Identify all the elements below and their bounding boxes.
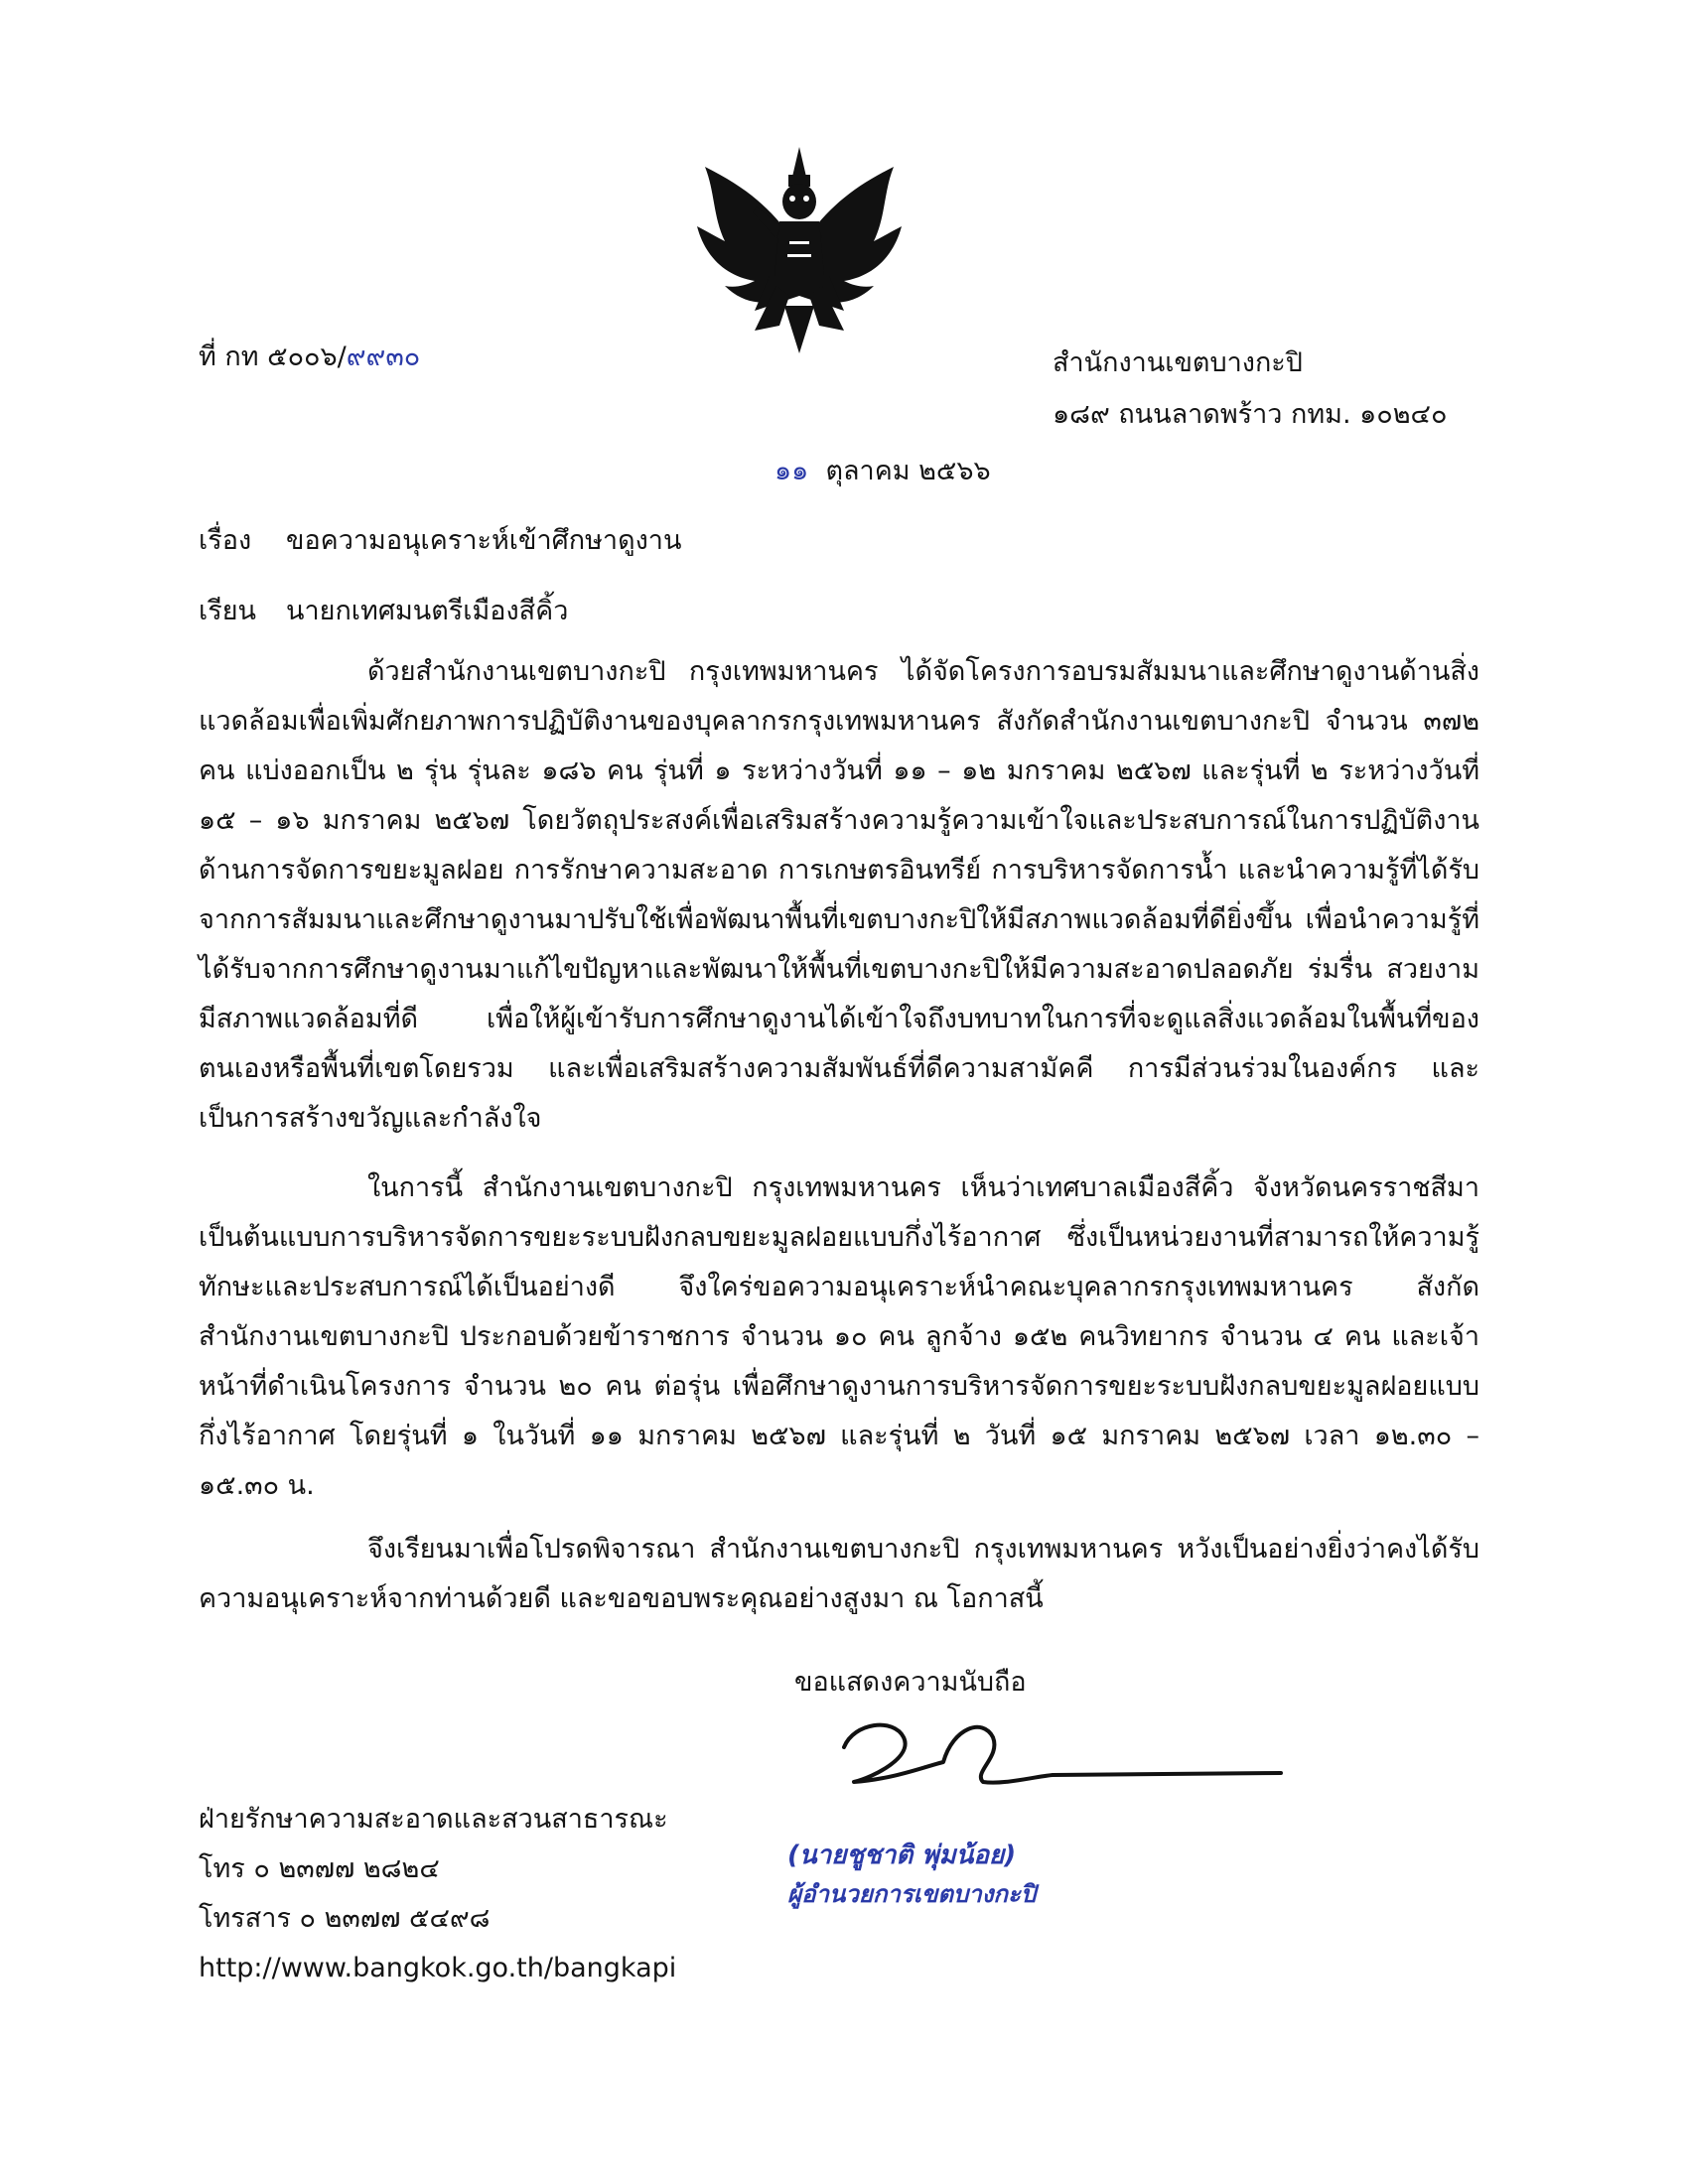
signer-title: ผู้อำนวยการเขตบางกะปิ [787,1880,1037,1908]
reference-number [199,338,420,377]
date-day-handwritten: ๑๑ [774,456,809,486]
subject-text: ขอความอนุเคราะห์เข้าศึกษาดูงาน [286,525,682,556]
date-month-year: ตุลาคม ๒๕๖๖ [825,456,991,486]
contact-website: http://www.bangkok.go.th/bangkapi [199,1953,677,1983]
recipient-label: เรียน [199,596,257,626]
signer-name: (นายชูชาติ พุ่มน้อย) [787,1841,1017,1870]
reference-handwritten-number: ๙๙๓๐ [346,341,421,372]
reference-label: ที่ [199,341,216,372]
office-address-block [1053,338,1447,441]
letter-date [774,452,991,491]
handwritten-signature [834,1707,1291,1797]
contact-fax: โทรสาร ๐ ๒๓๗๗ ๕๔๙๘ [199,1903,491,1934]
office-address: ๑๘๙ ถนนลาดพร้าว กทม. ๑๐๒๔๐ [1053,399,1448,430]
contact-block [199,1795,676,1993]
garuda-emblem-icon [685,147,914,355]
recipient-line [199,592,568,631]
contact-department: ฝ่ายรักษาความสะอาดและสวนสาธารณะ [199,1804,668,1835]
subject-label: เรื่อง [199,525,252,556]
office-name: สำนักงานเขตบางกะปิ [1053,347,1303,378]
closing-salutation: ขอแสดงความนับถือ [794,1667,1027,1698]
reference-code: กท ๕๐๐๖/ [224,341,347,372]
recipient-text: นายกเทศมนตรีเมืองสีคิ้ว [286,596,569,626]
body-paragraph-2: ในการนี้ สำนักงานเขตบางกะปิ กรุงเทพมหานคร เห็นว่าเทศบาลเมืองสีคิ้ว จังหวัดนครราชสีมา เป็นต้นแบบการบริหารจัดการขยะระบบฝังกลบขยะมูลฝอยแบบกึ่งไร้อากาศ ซึ่งเป็นหน่วยงานที่สามารถให้ความรู้ ทักษะและประสบการณ์ได้เป็นอย่างดี จึงใคร่ขอความอนุเคราะห์นำคณะบุคลากรกรุงเทพมหานคร สังกัดสำนักงานเขตบางกะปิ ประกอบด้วยข้าราชการ จำนวน ๑๐ คน ลูกจ้าง ๑๕๒ คนวิทยากร จำนวน ๔ คน และเจ้าหน้าที่ดำเนินโครงการ จำนวน ๒๐ คน ต่อรุ่น เพื่อศึกษาดูงานการบริหารจัดการขยะระบบฝังกลบขยะมูลฝอยแบบกึ่งไร้อากาศ โดยรุ่นที่ ๑ ในวันที่ ๑๑ มกราคม ๒๕๖๗ และรุ่นที่ ๒ วันที่ ๑๕ มกราคม ๒๕๖๗ เวลา ๑๒.๓๐ – ๑๕.๓๐ น. [199,1172,1479,1501]
contact-phone: โทร ๐ ๒๓๗๗ ๒๘๒๔ [199,1853,440,1884]
body-paragraph-3: จึงเรียนมาเพื่อโปรดพิจารณา สำนักงานเขตบางกะปิ กรุงเทพมหานคร หวังเป็นอย่างยิ่งว่าคงได้รับความอนุเคราะห์จากท่านด้วยดี และขอขอบพระคุณอย่างสูงมา ณ โอกาสนี้ [199,1534,1479,1614]
body-paragraph-1: ด้วยสำนักงานเขตบางกะปิ กรุงเทพมหานคร ได้จัดโครงการอบรมสัมมนาและศึกษาดูงานด้านสิ่งแวดล้อมเพื่อเพิ่มศักยภาพการปฏิบัติงานของบุคลากรกรุงเทพมหานคร สังกัดสำนักงานเขตบางกะปิ จำนวน ๓๗๒ คน แบ่งออกเป็น ๒ รุ่น รุ่นละ ๑๘๖ คน รุ่นที่ ๑ ระหว่างวันที่ ๑๑ – ๑๒ มกราคม ๒๕๖๗ และรุ่นที่ ๒ ระหว่างวันที่ ๑๕ – ๑๖ มกราคม ๒๕๖๗ โดยวัตถุประสงค์เพื่อเสริมสร้างความรู้ความเข้าใจและประสบการณ์ในการปฏิบัติงานด้านการจัดการขยะมูลฝอย การรักษาความสะอาด การเกษตรอินทรีย์ การบริหารจัดการน้ำ และนำความรู้ที่ได้รับจากการสัมมนาและศึกษาดูงานมาปรับใช้เพื่อพัฒนาพื้นที่เขตบางกะปิให้มีสภาพแวดล้อมที่ดียิ่งขึ้น เพื่อนำความรู้ที่ได้รับจากการศึกษาดูงานมาแก้ไขปัญหาและพัฒนาให้พื้นที่เขตบางกะปิให้มีความสะอาดปลอดภัย ร่มรื่น สวยงาม มีสภาพแวดล้อมที่ดี เพื่อให้ผู้เข้ารับการศึกษาดูงานได้เข้าใจถึงบทบาทในการที่จะดูแลสิ่งแวดล้อมในพื้นที่ของตนเองหรือพื้นที่เขตโดยรวม และเพื่อเสริมสร้างความสัมพันธ์ที่ดีความสามัคคี การมีส่วนร่วมในองค์กร และเป็นการสร้างขวัญและกำลังใจ [199,656,1479,1134]
subject-line [199,521,681,561]
